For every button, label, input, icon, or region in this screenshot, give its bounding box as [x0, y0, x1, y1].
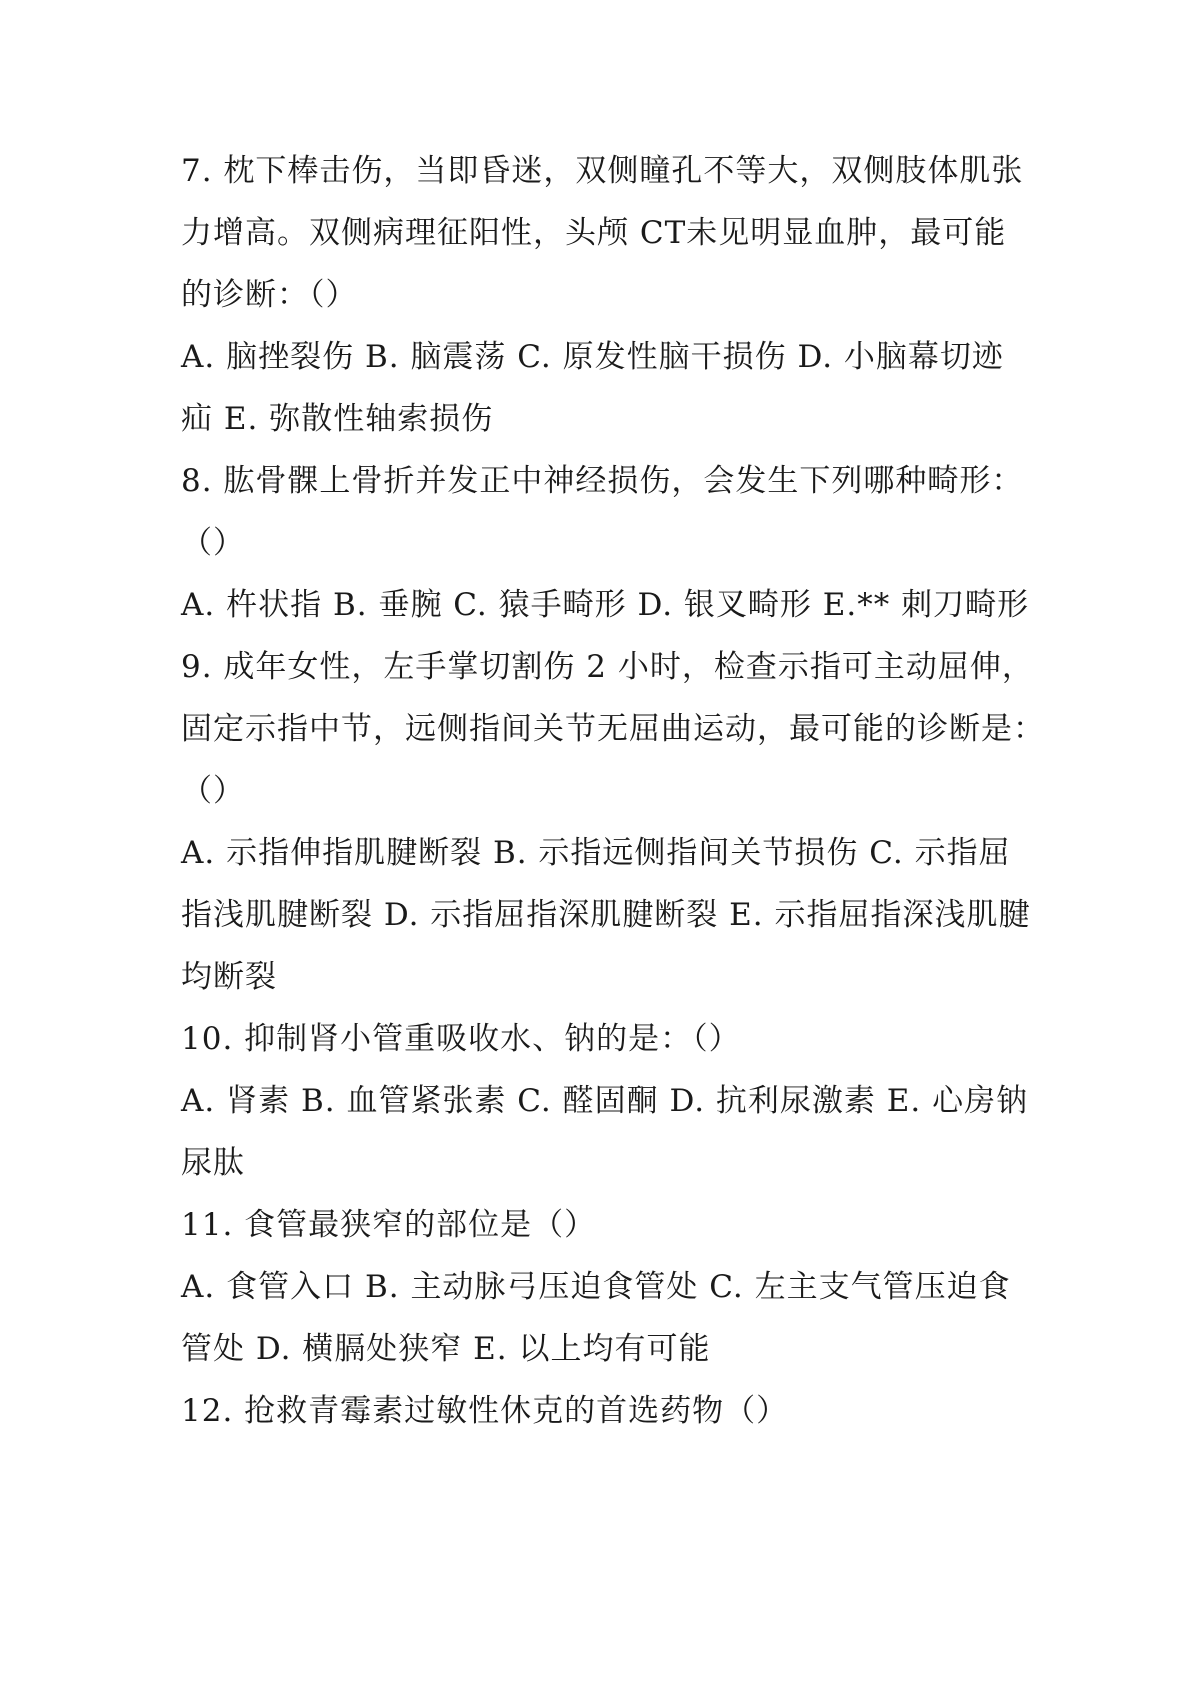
q11-stem-line: 11. 食管最狭窄的部位是（） — [181, 1207, 597, 1243]
question-text-block — [181, 140, 1045, 1442]
q7-options-line-2: 疝 E. 弥散性轴索损伤 — [181, 401, 494, 437]
q7-stem-line-2: 力增高。双侧病理征阳性，头颅 CT未见明显血肿，最可能 — [181, 215, 1007, 251]
q10-stem-line: 10. 抑制肾小管重吸收水、钠的是：（） — [181, 1021, 741, 1057]
q11-options-line-1: A. 食管入口 B. 主动脉弓压迫食管处 C. 左主支气管压迫食 — [181, 1269, 1011, 1305]
q11-options-line-2: 管处 D. 横膈处狭窄 E. 以上均有可能 — [181, 1331, 711, 1367]
q9-stem-line-2: 固定示指中节，远侧指间关节无屈曲运动，最可能的诊断是： — [181, 711, 1045, 747]
q10-options-line-1: A. 肾素 B. 血管紧张素 C. 醛固酮 D. 抗利尿激素 E. 心房钠 — [181, 1083, 1029, 1119]
q7-stem-line-1: 7. 枕下棒击伤，当即昏迷，双侧瞳孔不等大，双侧肢体肌张 — [181, 153, 1024, 189]
q7-options-line-1: A. 脑挫裂伤 B. 脑震荡 C. 原发性脑干损伤 D. 小脑幕切迹 — [181, 339, 1004, 375]
q8-stem-line-1: 8. 肱骨髁上骨折并发正中神经损伤，会发生下列哪种畸形： — [181, 463, 1024, 499]
q10-options-line-2: 尿肽 — [181, 1145, 245, 1181]
q7-stem-line-3: 的诊断：（） — [181, 277, 358, 313]
q9-stem-line-1: 9. 成年女性，左手掌切割伤 2 小时，检查示指可主动屈伸， — [181, 649, 1034, 685]
q8-stem-line-2: （） — [181, 525, 245, 561]
q12-stem-line: 12. 抢救青霉素过敏性休克的首选药物（） — [181, 1393, 789, 1429]
q9-options-line-1: A. 示指伸指肌腱断裂 B. 示指远侧指间关节损伤 C. 示指屈 — [181, 835, 1011, 871]
q9-stem-line-3: （） — [181, 773, 245, 809]
q9-options-line-3: 均断裂 — [181, 959, 277, 995]
q9-options-line-2: 指浅肌腱断裂 D. 示指屈指深肌腱断裂 E. 示指屈指深浅肌腱 — [181, 897, 1031, 933]
q8-options-line: A. 杵状指 B. 垂腕 C. 猿手畸形 D. 银叉畸形 E.** 刺刀畸形 — [181, 587, 1030, 623]
